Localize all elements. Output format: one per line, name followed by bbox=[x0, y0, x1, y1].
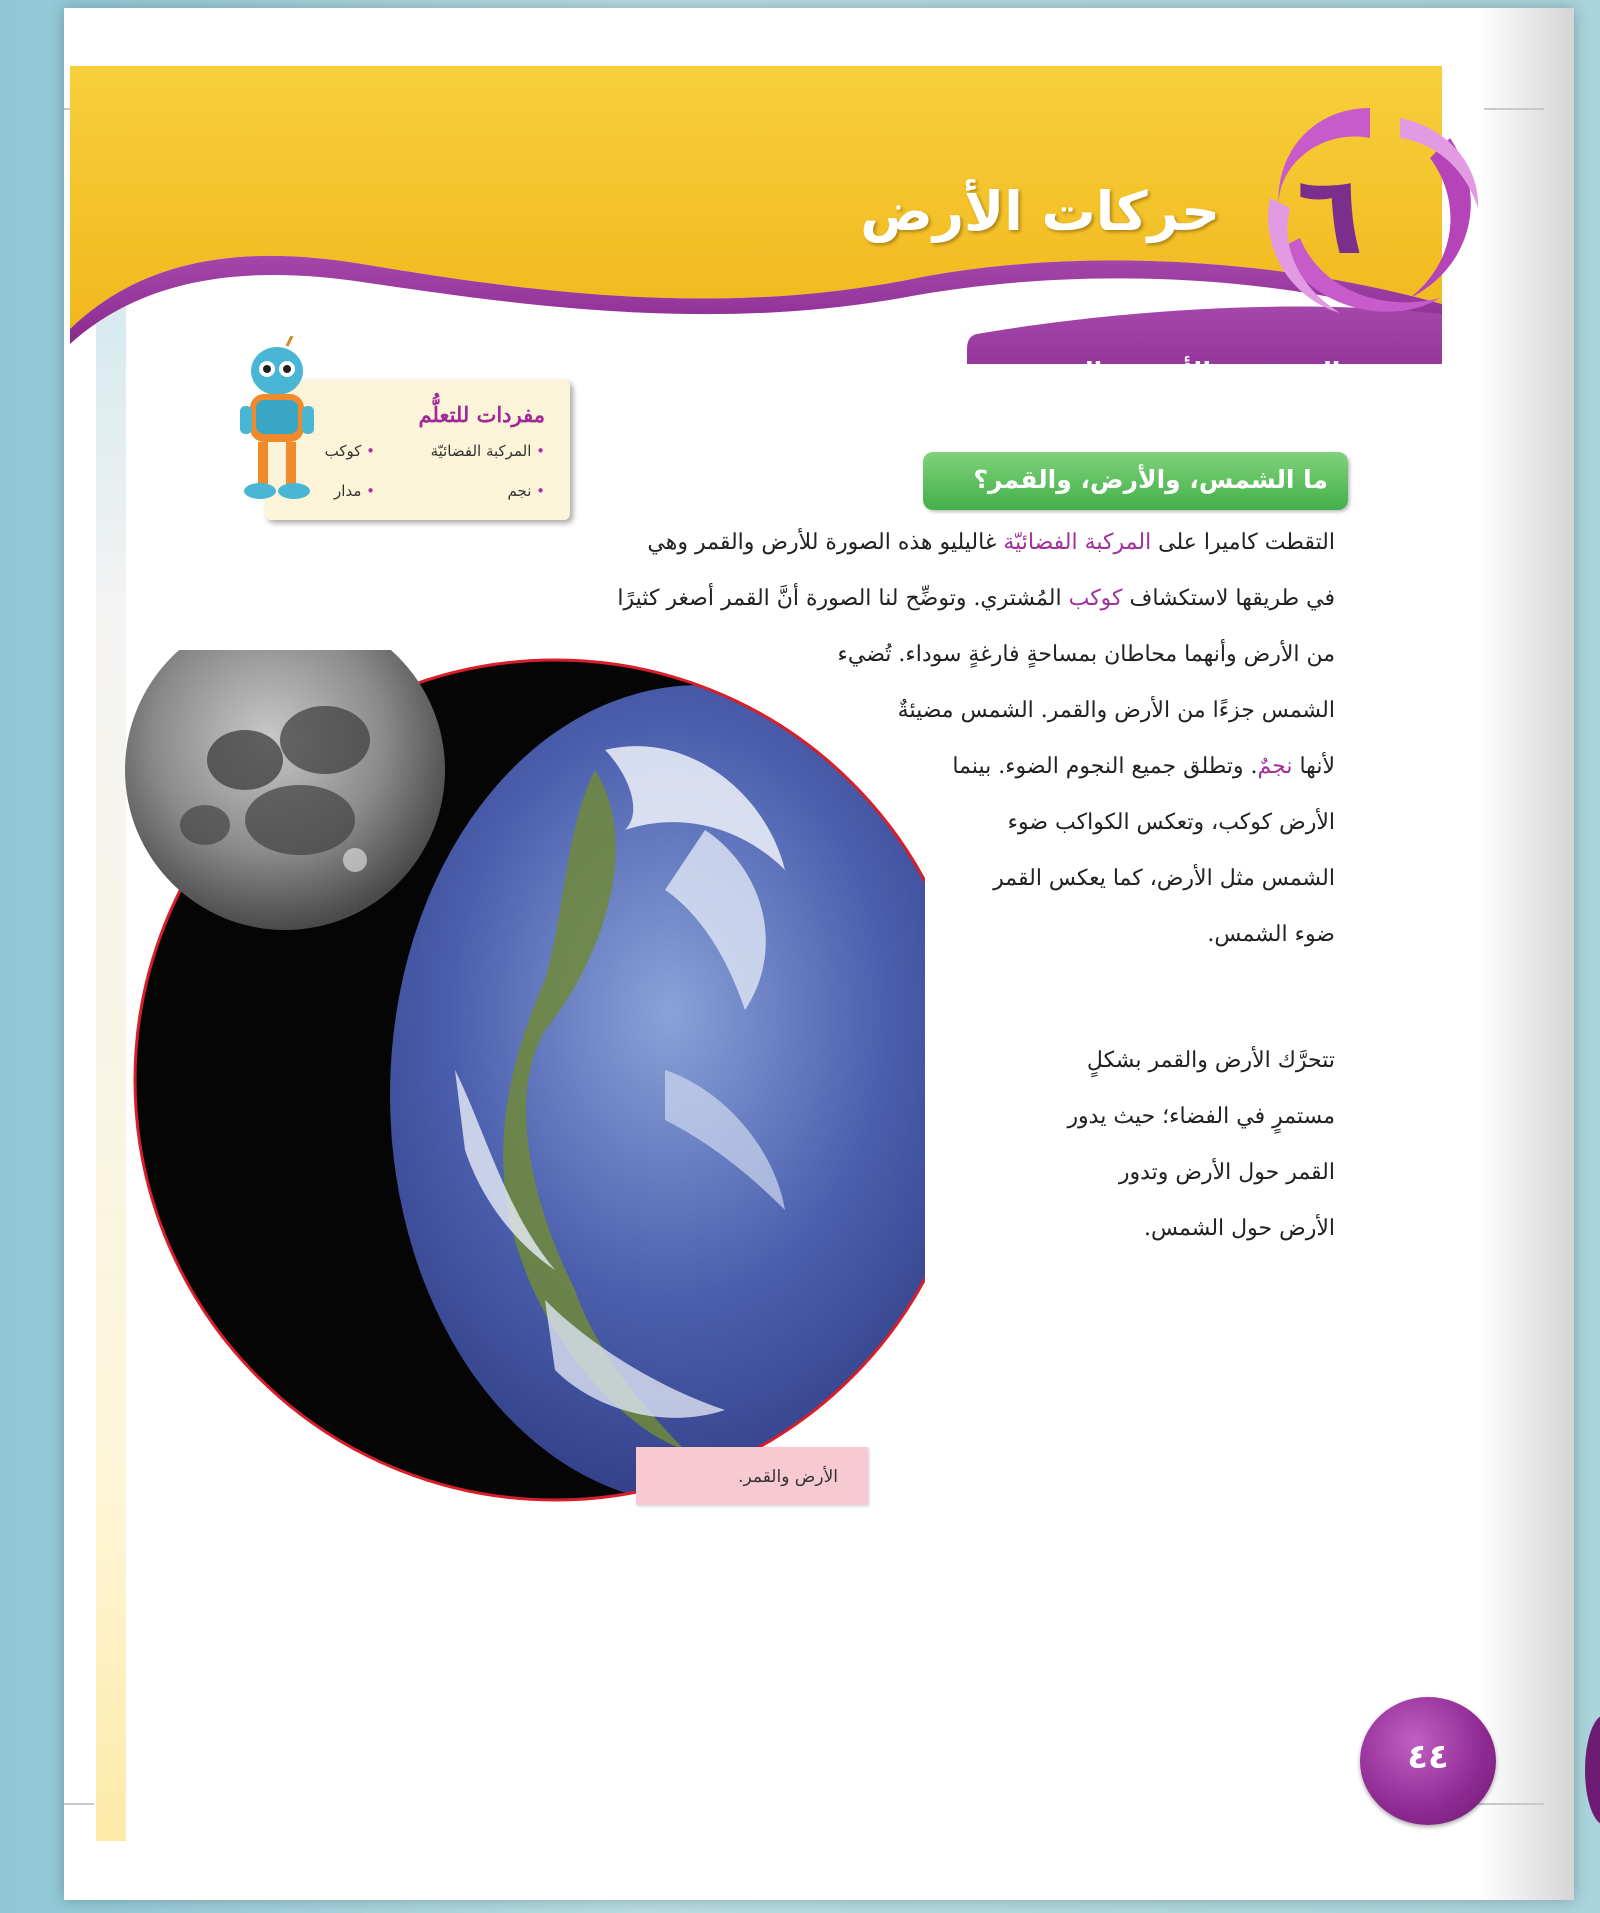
image-caption-box bbox=[636, 1447, 868, 1505]
vocabulary-item: • كوكب bbox=[324, 442, 375, 460]
paragraph-line: مستمرٍ في الفضاء؛ حيث يدور bbox=[1067, 1104, 1335, 1129]
page-gutter bbox=[1479, 8, 1574, 1900]
subheading-text: ما الشمس، والأرض، والقمر؟ bbox=[973, 465, 1328, 494]
paragraph-line: لأنها نجمٌ. وتطلق جميع النجوم الضوء. بينما bbox=[952, 754, 1335, 779]
crop-mark bbox=[64, 1803, 94, 1805]
crop-mark bbox=[1484, 108, 1544, 110]
earth-moon-photo bbox=[125, 650, 925, 1510]
paragraph-line: الشمس جزءًا من الأرض والقمر. الشمس مضيئةٌ bbox=[897, 698, 1335, 723]
paragraph-line: ضوء الشمس. bbox=[1207, 922, 1335, 947]
section-heading: ١-٦ الشمس، والأرض، والقمر bbox=[1033, 357, 1390, 386]
paragraph-line: الأرض كوكب، وتعكس الكواكب ضوء bbox=[1007, 810, 1335, 835]
image-caption: الأرض والقمر. bbox=[738, 1467, 838, 1487]
paragraph-line: من الأرض وأنهما محاطان بمساحةٍ فارغةٍ سوداء. تُضيء bbox=[837, 642, 1335, 667]
paragraph-line: في طريقها لاستكشاف كوكب المُشتري. وتوضِّح لنا الصورة أنَّ القمر أصغر كثيرًا bbox=[617, 586, 1335, 611]
vocabulary-item: • مدار bbox=[334, 482, 375, 500]
page-number-badge bbox=[1360, 1697, 1496, 1825]
paragraph-motion bbox=[960, 1048, 1335, 1278]
vocabulary-item: • المركبة الفضائيّة bbox=[430, 442, 545, 460]
vocabulary-item: • نجم bbox=[507, 482, 545, 500]
paragraph-line: التقطت كاميرا على المركبة الفضائيّة غاليليو هذه الصورة للأرض والقمر وهي bbox=[647, 530, 1335, 555]
chapter-title: حركات الأرض bbox=[860, 180, 1220, 243]
robot-mascot-icon bbox=[232, 336, 322, 506]
chapter-number: ٦ bbox=[1296, 151, 1364, 279]
paragraph-line: القمر حول الأرض وتدور bbox=[1118, 1160, 1335, 1185]
paragraph-line: الأرض حول الشمس. bbox=[1143, 1216, 1335, 1241]
subheading-box bbox=[923, 452, 1348, 510]
paragraph-line: تتحرَّك الأرض والقمر بشكلٍ bbox=[1086, 1048, 1335, 1073]
crop-mark bbox=[1474, 1803, 1544, 1805]
paragraph-line: الشمس مثل الأرض، كما يعكس القمر bbox=[993, 866, 1335, 891]
next-page-edge bbox=[1585, 1715, 1600, 1825]
vocabulary-title: مفردات للتعلُّم bbox=[418, 402, 545, 427]
page-number: ٤٤ bbox=[1407, 1737, 1449, 1777]
